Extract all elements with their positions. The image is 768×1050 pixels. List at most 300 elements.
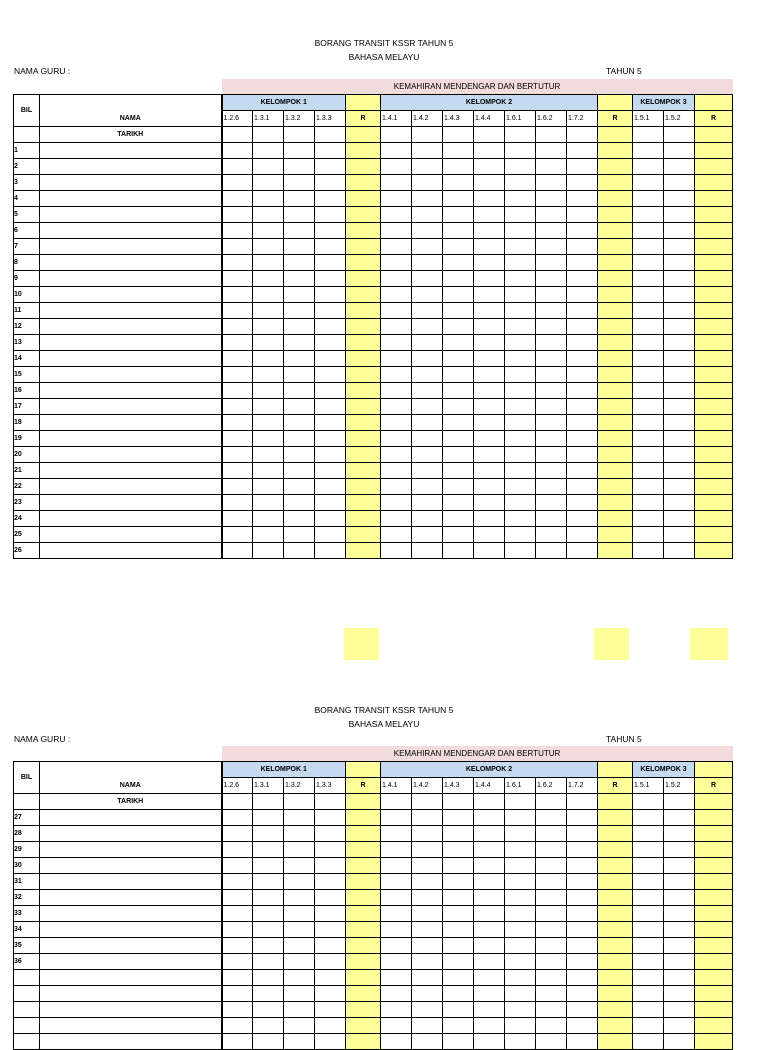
r-score-cell[interactable] bbox=[695, 143, 733, 159]
date-cell[interactable] bbox=[284, 127, 315, 143]
score-cell[interactable] bbox=[474, 511, 505, 527]
score-cell[interactable] bbox=[443, 351, 474, 367]
r-score-cell[interactable] bbox=[346, 399, 381, 415]
date-cell[interactable] bbox=[567, 794, 598, 810]
score-cell[interactable] bbox=[443, 415, 474, 431]
score-cell[interactable] bbox=[253, 1002, 284, 1018]
score-cell[interactable] bbox=[284, 159, 315, 175]
score-cell[interactable] bbox=[443, 922, 474, 938]
score-cell[interactable] bbox=[536, 239, 567, 255]
score-cell[interactable] bbox=[505, 447, 536, 463]
score-cell[interactable] bbox=[474, 922, 505, 938]
score-cell[interactable] bbox=[536, 351, 567, 367]
r-score-cell[interactable] bbox=[695, 1018, 733, 1034]
score-cell[interactable] bbox=[505, 527, 536, 543]
score-cell[interactable] bbox=[664, 399, 695, 415]
score-cell[interactable] bbox=[315, 527, 346, 543]
date-cell[interactable] bbox=[474, 127, 505, 143]
score-cell[interactable] bbox=[443, 874, 474, 890]
score-cell[interactable] bbox=[664, 431, 695, 447]
score-cell[interactable] bbox=[253, 1018, 284, 1034]
score-cell[interactable] bbox=[381, 842, 412, 858]
r-score-cell[interactable] bbox=[695, 367, 733, 383]
r-score-cell[interactable] bbox=[598, 319, 633, 335]
score-cell[interactable] bbox=[474, 415, 505, 431]
score-cell[interactable] bbox=[315, 922, 346, 938]
score-cell[interactable] bbox=[474, 890, 505, 906]
student-name-cell[interactable] bbox=[40, 479, 222, 495]
score-cell[interactable] bbox=[633, 970, 664, 986]
student-name-cell[interactable] bbox=[40, 335, 222, 351]
score-cell[interactable] bbox=[567, 527, 598, 543]
score-cell[interactable] bbox=[505, 810, 536, 826]
r-score-cell[interactable] bbox=[346, 159, 381, 175]
r-score-cell[interactable] bbox=[695, 543, 733, 559]
score-cell[interactable] bbox=[253, 271, 284, 287]
score-cell[interactable] bbox=[633, 383, 664, 399]
r-score-cell[interactable] bbox=[346, 255, 381, 271]
score-cell[interactable] bbox=[222, 303, 253, 319]
score-cell[interactable] bbox=[505, 143, 536, 159]
score-cell[interactable] bbox=[505, 938, 536, 954]
score-cell[interactable] bbox=[633, 399, 664, 415]
date-cell[interactable] bbox=[412, 127, 443, 143]
student-name-cell[interactable] bbox=[40, 255, 222, 271]
score-cell[interactable] bbox=[443, 890, 474, 906]
date-cell[interactable] bbox=[633, 127, 664, 143]
score-cell[interactable] bbox=[567, 858, 598, 874]
score-cell[interactable] bbox=[443, 842, 474, 858]
date-cell[interactable] bbox=[536, 794, 567, 810]
r-score-cell[interactable] bbox=[346, 495, 381, 511]
student-name-cell[interactable] bbox=[40, 175, 222, 191]
score-cell[interactable] bbox=[505, 175, 536, 191]
r-score-cell[interactable] bbox=[695, 287, 733, 303]
score-cell[interactable] bbox=[381, 954, 412, 970]
score-cell[interactable] bbox=[222, 207, 253, 223]
score-cell[interactable] bbox=[315, 938, 346, 954]
r-score-cell[interactable] bbox=[598, 239, 633, 255]
score-cell[interactable] bbox=[381, 1002, 412, 1018]
score-cell[interactable] bbox=[222, 239, 253, 255]
score-cell[interactable] bbox=[505, 874, 536, 890]
score-cell[interactable] bbox=[284, 906, 315, 922]
score-cell[interactable] bbox=[284, 527, 315, 543]
score-cell[interactable] bbox=[443, 367, 474, 383]
score-cell[interactable] bbox=[253, 463, 284, 479]
r-score-cell[interactable] bbox=[695, 954, 733, 970]
score-cell[interactable] bbox=[315, 890, 346, 906]
date-cell[interactable] bbox=[695, 127, 733, 143]
score-cell[interactable] bbox=[412, 874, 443, 890]
score-cell[interactable] bbox=[536, 954, 567, 970]
score-cell[interactable] bbox=[664, 543, 695, 559]
score-cell[interactable] bbox=[315, 842, 346, 858]
score-cell[interactable] bbox=[253, 415, 284, 431]
score-cell[interactable] bbox=[315, 858, 346, 874]
score-cell[interactable] bbox=[412, 970, 443, 986]
score-cell[interactable] bbox=[315, 223, 346, 239]
score-cell[interactable] bbox=[253, 874, 284, 890]
student-name-cell[interactable] bbox=[40, 447, 222, 463]
score-cell[interactable] bbox=[474, 143, 505, 159]
score-cell[interactable] bbox=[284, 1034, 315, 1050]
score-cell[interactable] bbox=[412, 463, 443, 479]
score-cell[interactable] bbox=[284, 543, 315, 559]
score-cell[interactable] bbox=[412, 415, 443, 431]
score-cell[interactable] bbox=[253, 527, 284, 543]
score-cell[interactable] bbox=[284, 239, 315, 255]
score-cell[interactable] bbox=[536, 1018, 567, 1034]
r-score-cell[interactable] bbox=[695, 970, 733, 986]
score-cell[interactable] bbox=[284, 511, 315, 527]
score-cell[interactable] bbox=[474, 287, 505, 303]
score-cell[interactable] bbox=[315, 191, 346, 207]
score-cell[interactable] bbox=[567, 495, 598, 511]
student-name-cell[interactable] bbox=[40, 1018, 222, 1034]
score-cell[interactable] bbox=[284, 191, 315, 207]
score-cell[interactable] bbox=[664, 1034, 695, 1050]
score-cell[interactable] bbox=[284, 954, 315, 970]
score-cell[interactable] bbox=[505, 1018, 536, 1034]
score-cell[interactable] bbox=[664, 287, 695, 303]
score-cell[interactable] bbox=[381, 287, 412, 303]
score-cell[interactable] bbox=[633, 890, 664, 906]
student-name-cell[interactable] bbox=[40, 191, 222, 207]
score-cell[interactable] bbox=[505, 351, 536, 367]
score-cell[interactable] bbox=[505, 1002, 536, 1018]
score-cell[interactable] bbox=[664, 527, 695, 543]
date-cell[interactable] bbox=[567, 127, 598, 143]
score-cell[interactable] bbox=[284, 463, 315, 479]
score-cell[interactable] bbox=[443, 495, 474, 511]
r-score-cell[interactable] bbox=[695, 938, 733, 954]
r-score-cell[interactable] bbox=[346, 191, 381, 207]
score-cell[interactable] bbox=[536, 271, 567, 287]
score-cell[interactable] bbox=[381, 1034, 412, 1050]
r-score-cell[interactable] bbox=[346, 175, 381, 191]
score-cell[interactable] bbox=[412, 159, 443, 175]
score-cell[interactable] bbox=[443, 1018, 474, 1034]
r-score-cell[interactable] bbox=[598, 527, 633, 543]
r-score-cell[interactable] bbox=[695, 447, 733, 463]
score-cell[interactable] bbox=[505, 207, 536, 223]
score-cell[interactable] bbox=[222, 447, 253, 463]
score-cell[interactable] bbox=[474, 874, 505, 890]
score-cell[interactable] bbox=[381, 223, 412, 239]
r-score-cell[interactable] bbox=[695, 479, 733, 495]
score-cell[interactable] bbox=[315, 810, 346, 826]
score-cell[interactable] bbox=[474, 207, 505, 223]
score-cell[interactable] bbox=[412, 858, 443, 874]
date-cell[interactable] bbox=[346, 127, 381, 143]
score-cell[interactable] bbox=[381, 159, 412, 175]
score-cell[interactable] bbox=[412, 287, 443, 303]
score-cell[interactable] bbox=[664, 890, 695, 906]
score-cell[interactable] bbox=[381, 495, 412, 511]
score-cell[interactable] bbox=[567, 826, 598, 842]
score-cell[interactable] bbox=[412, 223, 443, 239]
r-score-cell[interactable] bbox=[695, 415, 733, 431]
score-cell[interactable] bbox=[222, 399, 253, 415]
score-cell[interactable] bbox=[315, 287, 346, 303]
score-cell[interactable] bbox=[412, 543, 443, 559]
score-cell[interactable] bbox=[315, 511, 346, 527]
score-cell[interactable] bbox=[567, 399, 598, 415]
score-cell[interactable] bbox=[222, 858, 253, 874]
score-cell[interactable] bbox=[284, 826, 315, 842]
score-cell[interactable] bbox=[633, 906, 664, 922]
score-cell[interactable] bbox=[222, 810, 253, 826]
score-cell[interactable] bbox=[505, 922, 536, 938]
r-score-cell[interactable] bbox=[598, 986, 633, 1002]
score-cell[interactable] bbox=[505, 543, 536, 559]
score-cell[interactable] bbox=[633, 874, 664, 890]
r-score-cell[interactable] bbox=[598, 223, 633, 239]
score-cell[interactable] bbox=[567, 463, 598, 479]
score-cell[interactable] bbox=[567, 271, 598, 287]
r-score-cell[interactable] bbox=[695, 303, 733, 319]
student-name-cell[interactable] bbox=[40, 906, 222, 922]
score-cell[interactable] bbox=[315, 159, 346, 175]
score-cell[interactable] bbox=[222, 842, 253, 858]
score-cell[interactable] bbox=[315, 255, 346, 271]
score-cell[interactable] bbox=[284, 319, 315, 335]
score-cell[interactable] bbox=[567, 319, 598, 335]
score-cell[interactable] bbox=[664, 351, 695, 367]
score-cell[interactable] bbox=[284, 874, 315, 890]
score-cell[interactable] bbox=[567, 1002, 598, 1018]
date-cell[interactable] bbox=[505, 794, 536, 810]
score-cell[interactable] bbox=[284, 287, 315, 303]
student-name-cell[interactable] bbox=[40, 890, 222, 906]
score-cell[interactable] bbox=[567, 954, 598, 970]
r-score-cell[interactable] bbox=[598, 1034, 633, 1050]
r-score-cell[interactable] bbox=[695, 335, 733, 351]
score-cell[interactable] bbox=[443, 399, 474, 415]
score-cell[interactable] bbox=[567, 447, 598, 463]
r-score-cell[interactable] bbox=[346, 271, 381, 287]
score-cell[interactable] bbox=[222, 954, 253, 970]
score-cell[interactable] bbox=[664, 810, 695, 826]
score-cell[interactable] bbox=[505, 159, 536, 175]
score-cell[interactable] bbox=[567, 367, 598, 383]
score-cell[interactable] bbox=[664, 207, 695, 223]
score-cell[interactable] bbox=[505, 367, 536, 383]
score-cell[interactable] bbox=[505, 842, 536, 858]
score-cell[interactable] bbox=[315, 986, 346, 1002]
score-cell[interactable] bbox=[253, 511, 284, 527]
score-cell[interactable] bbox=[567, 938, 598, 954]
r-score-cell[interactable] bbox=[695, 495, 733, 511]
score-cell[interactable] bbox=[412, 239, 443, 255]
score-cell[interactable] bbox=[222, 143, 253, 159]
date-cell[interactable] bbox=[381, 794, 412, 810]
score-cell[interactable] bbox=[505, 986, 536, 1002]
score-cell[interactable] bbox=[253, 842, 284, 858]
r-score-cell[interactable] bbox=[598, 303, 633, 319]
score-cell[interactable] bbox=[253, 986, 284, 1002]
student-name-cell[interactable] bbox=[40, 874, 222, 890]
score-cell[interactable] bbox=[315, 874, 346, 890]
score-cell[interactable] bbox=[664, 383, 695, 399]
r-score-cell[interactable] bbox=[346, 319, 381, 335]
score-cell[interactable] bbox=[381, 143, 412, 159]
r-score-cell[interactable] bbox=[598, 858, 633, 874]
score-cell[interactable] bbox=[253, 335, 284, 351]
score-cell[interactable] bbox=[633, 1018, 664, 1034]
r-score-cell[interactable] bbox=[346, 890, 381, 906]
r-score-cell[interactable] bbox=[598, 287, 633, 303]
date-cell[interactable] bbox=[222, 794, 253, 810]
score-cell[interactable] bbox=[412, 810, 443, 826]
r-score-cell[interactable] bbox=[695, 383, 733, 399]
score-cell[interactable] bbox=[412, 383, 443, 399]
date-cell[interactable] bbox=[346, 794, 381, 810]
student-name-cell[interactable] bbox=[40, 207, 222, 223]
score-cell[interactable] bbox=[474, 1002, 505, 1018]
score-cell[interactable] bbox=[443, 858, 474, 874]
score-cell[interactable] bbox=[412, 495, 443, 511]
r-score-cell[interactable] bbox=[598, 543, 633, 559]
score-cell[interactable] bbox=[536, 511, 567, 527]
score-cell[interactable] bbox=[505, 970, 536, 986]
student-name-cell[interactable] bbox=[40, 319, 222, 335]
score-cell[interactable] bbox=[253, 970, 284, 986]
student-name-cell[interactable] bbox=[40, 495, 222, 511]
score-cell[interactable] bbox=[633, 223, 664, 239]
score-cell[interactable] bbox=[474, 303, 505, 319]
score-cell[interactable] bbox=[381, 922, 412, 938]
r-score-cell[interactable] bbox=[346, 239, 381, 255]
student-name-cell[interactable] bbox=[40, 826, 222, 842]
r-score-cell[interactable] bbox=[598, 431, 633, 447]
date-cell[interactable] bbox=[664, 127, 695, 143]
date-cell[interactable] bbox=[664, 794, 695, 810]
score-cell[interactable] bbox=[664, 367, 695, 383]
score-cell[interactable] bbox=[567, 351, 598, 367]
score-cell[interactable] bbox=[315, 335, 346, 351]
score-cell[interactable] bbox=[536, 303, 567, 319]
score-cell[interactable] bbox=[381, 527, 412, 543]
score-cell[interactable] bbox=[474, 319, 505, 335]
r-score-cell[interactable] bbox=[346, 986, 381, 1002]
score-cell[interactable] bbox=[381, 511, 412, 527]
score-cell[interactable] bbox=[381, 335, 412, 351]
score-cell[interactable] bbox=[381, 383, 412, 399]
score-cell[interactable] bbox=[315, 271, 346, 287]
score-cell[interactable] bbox=[505, 399, 536, 415]
r-score-cell[interactable] bbox=[695, 858, 733, 874]
score-cell[interactable] bbox=[412, 954, 443, 970]
score-cell[interactable] bbox=[315, 399, 346, 415]
student-name-cell[interactable] bbox=[40, 810, 222, 826]
student-name-cell[interactable] bbox=[40, 842, 222, 858]
score-cell[interactable] bbox=[567, 175, 598, 191]
score-cell[interactable] bbox=[443, 255, 474, 271]
r-score-cell[interactable] bbox=[346, 415, 381, 431]
score-cell[interactable] bbox=[505, 335, 536, 351]
score-cell[interactable] bbox=[536, 159, 567, 175]
score-cell[interactable] bbox=[633, 255, 664, 271]
score-cell[interactable] bbox=[474, 399, 505, 415]
r-score-cell[interactable] bbox=[695, 431, 733, 447]
r-score-cell[interactable] bbox=[598, 383, 633, 399]
score-cell[interactable] bbox=[381, 415, 412, 431]
r-score-cell[interactable] bbox=[598, 954, 633, 970]
r-score-cell[interactable] bbox=[598, 367, 633, 383]
score-cell[interactable] bbox=[284, 890, 315, 906]
score-cell[interactable] bbox=[664, 495, 695, 511]
date-cell[interactable] bbox=[598, 794, 633, 810]
score-cell[interactable] bbox=[633, 810, 664, 826]
score-cell[interactable] bbox=[567, 1034, 598, 1050]
score-cell[interactable] bbox=[474, 1034, 505, 1050]
score-cell[interactable] bbox=[567, 986, 598, 1002]
score-cell[interactable] bbox=[315, 447, 346, 463]
score-cell[interactable] bbox=[664, 335, 695, 351]
score-cell[interactable] bbox=[567, 1018, 598, 1034]
score-cell[interactable] bbox=[253, 143, 284, 159]
score-cell[interactable] bbox=[222, 1018, 253, 1034]
score-cell[interactable] bbox=[633, 239, 664, 255]
r-score-cell[interactable] bbox=[695, 319, 733, 335]
score-cell[interactable] bbox=[567, 842, 598, 858]
score-cell[interactable] bbox=[567, 159, 598, 175]
score-cell[interactable] bbox=[536, 1034, 567, 1050]
r-score-cell[interactable] bbox=[695, 1002, 733, 1018]
score-cell[interactable] bbox=[222, 159, 253, 175]
score-cell[interactable] bbox=[505, 826, 536, 842]
score-cell[interactable] bbox=[633, 938, 664, 954]
score-cell[interactable] bbox=[536, 175, 567, 191]
score-cell[interactable] bbox=[381, 191, 412, 207]
score-cell[interactable] bbox=[633, 527, 664, 543]
score-cell[interactable] bbox=[664, 858, 695, 874]
score-cell[interactable] bbox=[474, 842, 505, 858]
score-cell[interactable] bbox=[536, 842, 567, 858]
r-score-cell[interactable] bbox=[346, 858, 381, 874]
score-cell[interactable] bbox=[664, 906, 695, 922]
score-cell[interactable] bbox=[567, 303, 598, 319]
score-cell[interactable] bbox=[505, 223, 536, 239]
student-name-cell[interactable] bbox=[40, 938, 222, 954]
score-cell[interactable] bbox=[505, 954, 536, 970]
score-cell[interactable] bbox=[412, 191, 443, 207]
score-cell[interactable] bbox=[412, 890, 443, 906]
score-cell[interactable] bbox=[315, 495, 346, 511]
score-cell[interactable] bbox=[474, 447, 505, 463]
r-score-cell[interactable] bbox=[695, 255, 733, 271]
r-score-cell[interactable] bbox=[695, 511, 733, 527]
r-score-cell[interactable] bbox=[346, 335, 381, 351]
date-cell[interactable] bbox=[598, 127, 633, 143]
score-cell[interactable] bbox=[567, 207, 598, 223]
score-cell[interactable] bbox=[412, 143, 443, 159]
score-cell[interactable] bbox=[664, 986, 695, 1002]
score-cell[interactable] bbox=[443, 303, 474, 319]
r-score-cell[interactable] bbox=[598, 1002, 633, 1018]
r-score-cell[interactable] bbox=[695, 826, 733, 842]
score-cell[interactable] bbox=[664, 874, 695, 890]
score-cell[interactable] bbox=[253, 223, 284, 239]
score-cell[interactable] bbox=[381, 271, 412, 287]
score-cell[interactable] bbox=[567, 810, 598, 826]
score-cell[interactable] bbox=[253, 479, 284, 495]
score-cell[interactable] bbox=[536, 287, 567, 303]
r-score-cell[interactable] bbox=[346, 810, 381, 826]
score-cell[interactable] bbox=[284, 255, 315, 271]
